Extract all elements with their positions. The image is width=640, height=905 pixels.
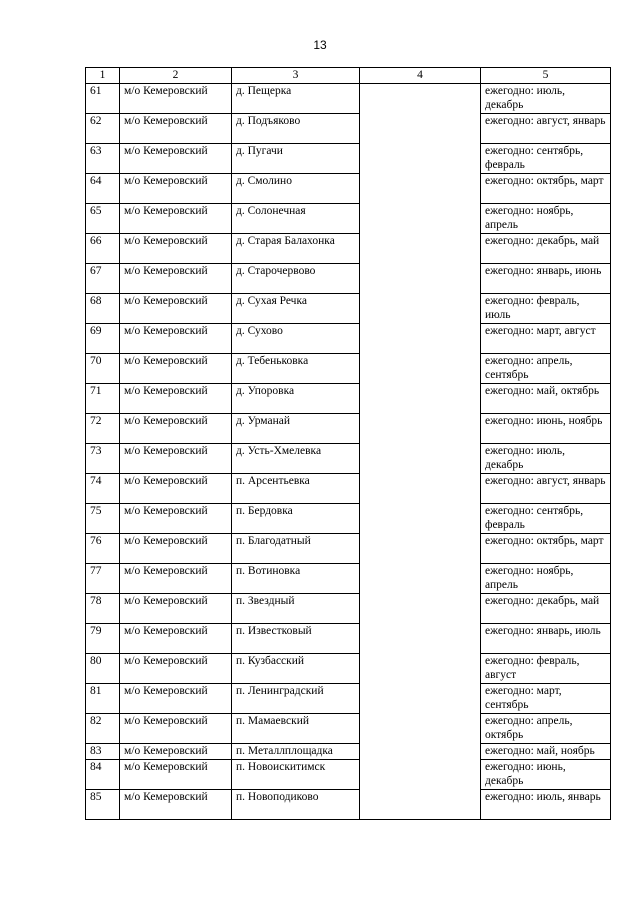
settlement-cell: д. Усть-Хмелевка	[232, 444, 360, 474]
row-number: 70	[86, 354, 120, 384]
region-cell: м/о Кемеровский	[120, 114, 232, 144]
table-row	[86, 534, 611, 564]
schedule-cell: ежегодно: ноябрь, апрель	[481, 204, 611, 234]
table-row	[86, 174, 611, 204]
region-cell: м/о Кемеровский	[120, 324, 232, 354]
row-number: 68	[86, 294, 120, 324]
settlement-cell: п. Ленинградский	[232, 684, 360, 714]
settlement-cell: д. Старая Балахонка	[232, 234, 360, 264]
row-number: 62	[86, 114, 120, 144]
row-number: 72	[86, 414, 120, 444]
settlement-cell: д. Упоровка	[232, 384, 360, 414]
table-row	[86, 594, 611, 624]
row-number: 65	[86, 204, 120, 234]
schedule-cell: ежегодно: октябрь, март	[481, 174, 611, 204]
header-col-2: 2	[120, 68, 232, 84]
region-cell: м/о Кемеровский	[120, 234, 232, 264]
schedule-cell: ежегодно: декабрь, май	[481, 234, 611, 264]
row-number: 66	[86, 234, 120, 264]
settlement-cell: д. Старочервово	[232, 264, 360, 294]
row-number: 75	[86, 504, 120, 534]
table-row	[86, 354, 611, 384]
region-cell: м/о Кемеровский	[120, 444, 232, 474]
region-cell: м/о Кемеровский	[120, 144, 232, 174]
settlement-cell: п. Известковый	[232, 624, 360, 654]
table-row	[86, 324, 611, 354]
region-cell: м/о Кемеровский	[120, 534, 232, 564]
schedule-cell: ежегодно: март, сентябрь	[481, 684, 611, 714]
schedule-cell: ежегодно: январь, июнь	[481, 264, 611, 294]
region-cell: м/о Кемеровский	[120, 474, 232, 504]
schedule-cell: ежегодно: сентябрь, февраль	[481, 144, 611, 174]
settlement-cell: д. Подъяково	[232, 114, 360, 144]
row-number: 76	[86, 534, 120, 564]
row-number: 79	[86, 624, 120, 654]
row-number: 84	[86, 760, 120, 790]
region-cell: м/о Кемеровский	[120, 684, 232, 714]
schedule-cell: ежегодно: июль, январь	[481, 790, 611, 820]
row-number: 73	[86, 444, 120, 474]
table-row	[86, 654, 611, 684]
schedule-cell: ежегодно: апрель, октябрь	[481, 714, 611, 744]
settlement-cell: д. Пещерка	[232, 84, 360, 114]
table-row	[86, 504, 611, 534]
settlement-cell: п. Кузбасский	[232, 654, 360, 684]
table-row	[86, 564, 611, 594]
settlement-cell: п. Новоискитимск	[232, 760, 360, 790]
header-col-4: 4	[360, 68, 481, 84]
row-number: 82	[86, 714, 120, 744]
schedule-cell: ежегодно: январь, июль	[481, 624, 611, 654]
row-number: 67	[86, 264, 120, 294]
settlement-cell: п. Металлплощадка	[232, 744, 360, 760]
column-4-empty-cell	[360, 84, 481, 820]
settlement-cell: д. Солонечная	[232, 204, 360, 234]
region-cell: м/о Кемеровский	[120, 744, 232, 760]
schedule-cell: ежегодно: июнь, декабрь	[481, 760, 611, 790]
row-number: 78	[86, 594, 120, 624]
settlement-cell: д. Сухая Речка	[232, 294, 360, 324]
region-cell: м/о Кемеровский	[120, 414, 232, 444]
table-row	[86, 714, 611, 744]
region-cell: м/о Кемеровский	[120, 174, 232, 204]
settlement-cell: п. Новоподиково	[232, 790, 360, 820]
row-number: 71	[86, 384, 120, 414]
table-row	[86, 204, 611, 234]
header-col-5: 5	[481, 68, 611, 84]
settlement-cell: д. Смолино	[232, 174, 360, 204]
region-cell: м/о Кемеровский	[120, 354, 232, 384]
schedule-cell: ежегодно: декабрь, май	[481, 594, 611, 624]
schedule-cell: ежегодно: февраль, июль	[481, 294, 611, 324]
schedule-cell: ежегодно: февраль, август	[481, 654, 611, 684]
region-cell: м/о Кемеровский	[120, 654, 232, 684]
settlement-cell: д. Урманай	[232, 414, 360, 444]
schedule-cell: ежегодно: июль, декабрь	[481, 444, 611, 474]
row-number: 74	[86, 474, 120, 504]
table-row	[86, 84, 611, 114]
schedule-cell: ежегодно: май, октябрь	[481, 384, 611, 414]
row-number: 83	[86, 744, 120, 760]
region-cell: м/о Кемеровский	[120, 384, 232, 414]
table-row	[86, 444, 611, 474]
row-number: 64	[86, 174, 120, 204]
region-cell: м/о Кемеровский	[120, 504, 232, 534]
schedule-cell: ежегодно: ноябрь, апрель	[481, 564, 611, 594]
region-cell: м/о Кемеровский	[120, 760, 232, 790]
table-row	[86, 744, 611, 760]
row-number: 69	[86, 324, 120, 354]
region-cell: м/о Кемеровский	[120, 714, 232, 744]
region-cell: м/о Кемеровский	[120, 624, 232, 654]
settlement-cell: д. Сухово	[232, 324, 360, 354]
table-row	[86, 264, 611, 294]
region-cell: м/о Кемеровский	[120, 264, 232, 294]
schedule-cell: ежегодно: август, январь	[481, 474, 611, 504]
row-number: 85	[86, 790, 120, 820]
row-number: 63	[86, 144, 120, 174]
region-cell: м/о Кемеровский	[120, 564, 232, 594]
schedule-cell: ежегодно: март, август	[481, 324, 611, 354]
header-col-1: 1	[86, 68, 120, 84]
region-cell: м/о Кемеровский	[120, 84, 232, 114]
settlements-table	[85, 67, 611, 820]
settlement-cell: п. Звездный	[232, 594, 360, 624]
table-row	[86, 474, 611, 504]
table-row	[86, 414, 611, 444]
table-body	[86, 84, 611, 820]
table-row	[86, 144, 611, 174]
settlement-cell: п. Мамаевский	[232, 714, 360, 744]
header-col-3: 3	[232, 68, 360, 84]
settlement-cell: д. Тебеньковка	[232, 354, 360, 384]
settlement-cell: д. Пугачи	[232, 144, 360, 174]
table-row	[86, 624, 611, 654]
page-number: 13	[313, 38, 327, 52]
schedule-cell: ежегодно: июнь, ноябрь	[481, 414, 611, 444]
settlement-cell: п. Арсентьевка	[232, 474, 360, 504]
region-cell: м/о Кемеровский	[120, 294, 232, 324]
schedule-cell: ежегодно: июль, декабрь	[481, 84, 611, 114]
region-cell: м/о Кемеровский	[120, 790, 232, 820]
settlement-cell: п. Вотиновка	[232, 564, 360, 594]
row-number: 61	[86, 84, 120, 114]
table-row	[86, 790, 611, 820]
table-row	[86, 294, 611, 324]
table-row	[86, 384, 611, 414]
table-row	[86, 114, 611, 144]
table-row	[86, 760, 611, 790]
schedule-cell: ежегодно: октябрь, март	[481, 534, 611, 564]
schedule-cell: ежегодно: август, январь	[481, 114, 611, 144]
row-number: 81	[86, 684, 120, 714]
schedule-cell: ежегодно: май, ноябрь	[481, 744, 611, 760]
row-number: 77	[86, 564, 120, 594]
table-header-row	[86, 68, 611, 84]
table-row	[86, 234, 611, 264]
region-cell: м/о Кемеровский	[120, 594, 232, 624]
table-row	[86, 684, 611, 714]
settlement-cell: п. Благодатный	[232, 534, 360, 564]
region-cell: м/о Кемеровский	[120, 204, 232, 234]
schedule-cell: ежегодно: сентябрь, февраль	[481, 504, 611, 534]
row-number: 80	[86, 654, 120, 684]
settlement-cell: п. Бердовка	[232, 504, 360, 534]
schedule-cell: ежегодно: апрель, сентябрь	[481, 354, 611, 384]
